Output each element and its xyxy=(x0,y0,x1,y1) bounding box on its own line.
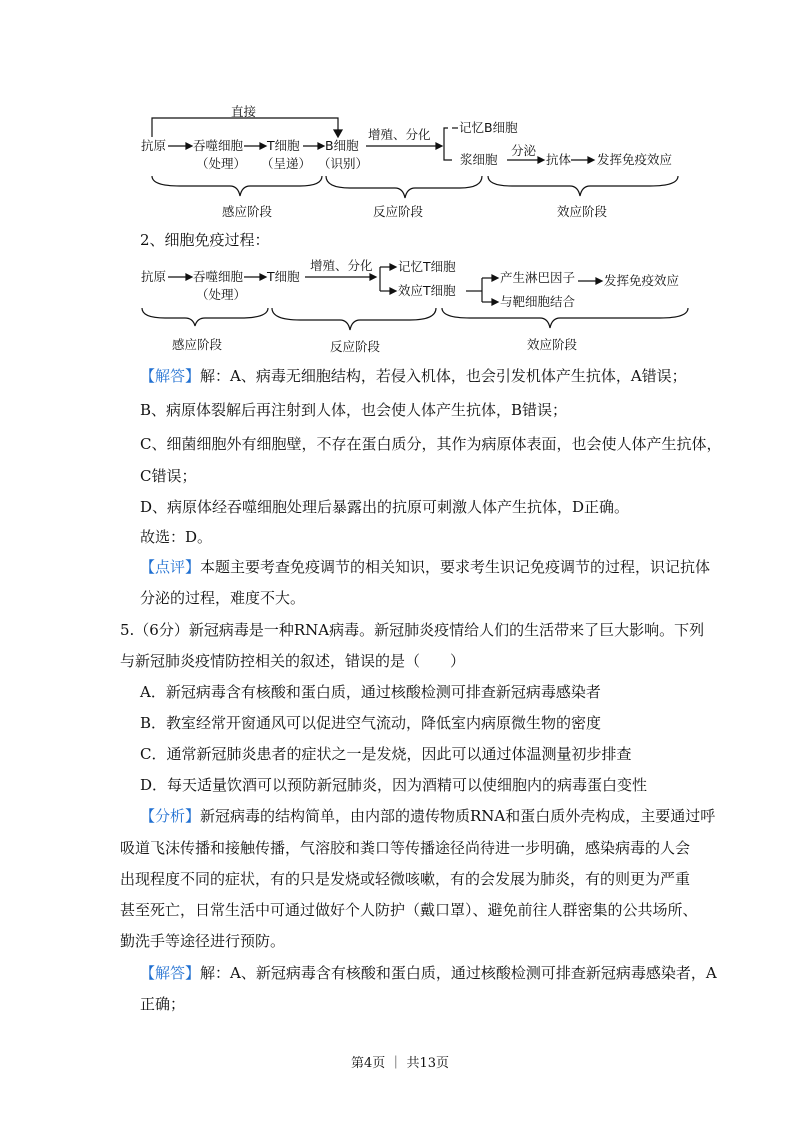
tcell-note: （呈递） xyxy=(261,156,312,171)
q5-analysis-4: 甚至死亡，日常生活中可通过做好个人防护（戴口罩）、避免前往人群密集的公共场所、 xyxy=(120,901,698,919)
antigen-node-2: 抗原 xyxy=(141,269,167,284)
stage-reaction: 反应阶段 xyxy=(373,204,424,219)
effect-node: 发挥免疫效应 xyxy=(597,152,673,167)
plasma-node: 浆细胞 xyxy=(460,152,498,167)
antigen-node: 抗原 xyxy=(141,138,167,153)
q5-option-d: D．每天适量饮酒可以预防新冠肺炎，因为酒精可以使细胞内的病毒蛋白变性 xyxy=(140,776,648,794)
q4-answer-b: B、病原体裂解后再注射到人体，也会使人体产生抗体，B错误； xyxy=(140,401,568,419)
page-footer: 第4页 ｜ 共13页 xyxy=(350,1056,450,1071)
analysis-tag: 【分析】 xyxy=(140,807,201,825)
effector-t-node: 效应T细胞 xyxy=(398,283,456,298)
q5-analysis-1: 【分析】新冠病毒的结构简单，由内部的遗传物质RNA和蛋白质外壳构成，主要通过呼 xyxy=(140,807,716,825)
phagocyte-note-2: （处理） xyxy=(196,287,247,302)
q5-analysis-2: 吸道飞沫传播和接触传播，气溶胶和粪口等传播途径尚待进一步明确，感染病毒的人会 xyxy=(120,839,691,857)
q5-option-c: C．通常新冠肺炎患者的症状之一是发烧，因此可以通过体温测量初步排查 xyxy=(140,745,632,763)
q5-answer-2: 正确； xyxy=(140,995,186,1013)
comment-tag: 【点评】 xyxy=(140,558,201,576)
q5-analysis-3: 出现程度不同的症状，有的只是发烧或轻微咳嗽，有的会发展为肺炎，有的则更为严重 xyxy=(120,870,691,888)
phagocyte-note: （处理） xyxy=(196,156,247,171)
stage-effect-2: 效应阶段 xyxy=(527,337,578,352)
memory-t-node: 记忆T细胞 xyxy=(398,259,456,274)
stage-reaction-2: 反应阶段 xyxy=(330,339,381,354)
stage-effect: 效应阶段 xyxy=(557,204,608,219)
bind-target-node: 与靶细胞结合 xyxy=(500,294,576,309)
q5-stem-2: 与新冠肺炎疫情防控相关的叙述，错误的是（ ） xyxy=(120,652,466,670)
phagocyte-node: 吞噬细胞 xyxy=(193,138,244,153)
secrete-label: 分泌 xyxy=(511,143,537,158)
bcell-note: （识别） xyxy=(318,156,369,171)
q4-choice: 故选：D。 xyxy=(140,528,213,546)
bcell-node: B细胞 xyxy=(325,138,359,153)
q5-option-b: B．教室经常开窗通风可以促进空气流动，降低室内病原微生物的密度 xyxy=(140,714,602,732)
stage-induction-2: 感应阶段 xyxy=(172,337,223,352)
stage-induction: 感应阶段 xyxy=(222,204,273,219)
lymphokine-node: 产生淋巴因子 xyxy=(500,270,576,285)
q4-comment-2: 分泌的过程，难度不大。 xyxy=(140,589,306,607)
q5-stem-1: 5.（6分）新冠病毒是一种RNA病毒。新冠肺炎疫情给人们的生活带来了巨大影响。下列 xyxy=(120,621,705,639)
answer-tag-2: 【解答】 xyxy=(140,964,201,982)
q4-answer-c1: C、细菌细胞外有细胞壁，不存在蛋白质分，其作为病原体表面，也会使人体产生抗体， xyxy=(140,435,722,453)
q4-answer-d: D、病原体经吞噬细胞处理后暴露出的抗原可刺激人体产生抗体，D正确。 xyxy=(140,498,630,516)
q4-comment-1: 【点评】本题主要考查免疫调节的相关知识，要求考生识记免疫调节的过程，识记抗体 xyxy=(140,558,711,576)
effect-node-2: 发挥免疫效应 xyxy=(604,273,680,288)
proliferate-label: 增殖、分化 xyxy=(368,127,431,142)
tcell-node: T细胞 xyxy=(267,138,300,153)
direct-label: 直接 xyxy=(231,104,257,119)
q4-answer-c2: C错误； xyxy=(140,467,197,485)
answer-tag: 【解答】 xyxy=(140,367,201,385)
phagocyte-node-2: 吞噬细胞 xyxy=(193,269,244,284)
antibody-node: 抗体 xyxy=(546,152,572,167)
section2-title: 2、细胞免疫过程： xyxy=(140,231,270,249)
q5-answer-1: 【解答】解：A、新冠病毒含有核酸和蛋白质，通过核酸检测可排查新冠病毒感染者，A xyxy=(140,964,717,982)
memory-b-node: 记忆B细胞 xyxy=(459,120,518,135)
q5-option-a: A．新冠病毒含有核酸和蛋白质，通过核酸检测可排查新冠病毒感染者 xyxy=(140,683,601,701)
q5-analysis-5: 勤洗手等途径进行预防。 xyxy=(120,932,286,950)
proliferate-label-2: 增殖、分化 xyxy=(310,258,373,273)
q4-answer-a: 【解答】解：A、病毒无细胞结构，若侵入机体，也会引发机体产生抗体，A错误； xyxy=(140,367,687,385)
tcell-node-2: T细胞 xyxy=(267,269,300,284)
